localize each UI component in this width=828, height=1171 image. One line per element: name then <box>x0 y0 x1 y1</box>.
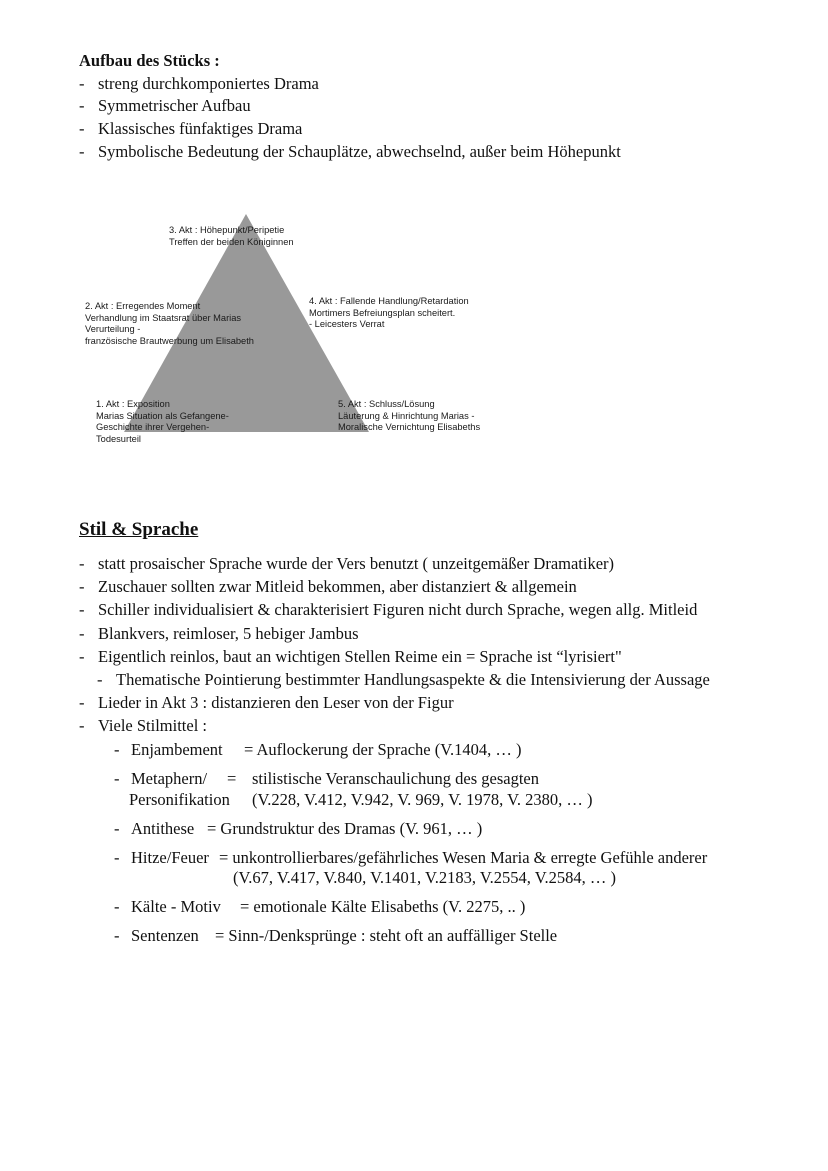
stil-item: statt prosaischer Sprache wurde der Vers benutzt ( unzeitgemäßer Dramatiker) <box>98 554 615 573</box>
bullet-dash: - <box>79 74 85 93</box>
stilmittel-references: (V.67, V.417, V.840, V.1401, V.2183, V.2554, V.2584, … ) <box>233 868 616 887</box>
stilmittel-term: Personifikation <box>129 790 230 809</box>
aufbau-item: Klassisches fünfaktiges Drama <box>98 119 303 138</box>
bullet-dash: - <box>114 926 120 945</box>
label-akt4: 4. Akt : Fallende Handlung/Retardation Mortimers Befreiungsplan scheitert. - Leicesters Verrat <box>309 296 469 330</box>
bullet-dash: - <box>79 600 85 619</box>
label-akt3: 3. Akt : Höhepunkt/Peripetie Treffen der beiden Königinnen <box>169 225 294 247</box>
stilmittel-term: Sentenzen <box>131 926 199 945</box>
label-akt5: 5. Akt : Schluss/Lösung Läuterung & Hinrichtung Marias - Moralische Vernichtung Elisabeths <box>338 399 481 433</box>
section-heading-aufbau: Aufbau des Stücks : <box>79 51 220 70</box>
bullet-dash: - <box>79 647 85 666</box>
stilmittel-definition: = Sinn-/Denksprünge : steht oft an auffälliger Stelle <box>215 926 558 945</box>
bullet-dash: - <box>79 693 85 712</box>
label-akt1: 1. Akt : Exposition Marias Situation als Gefangene- Geschichte ihrer Vergehen- Todesurteil <box>96 399 229 444</box>
bullet-dash: - <box>114 769 120 788</box>
bullet-dash: - <box>114 848 120 867</box>
bullet-dash: - <box>79 577 85 596</box>
stil-item: Schiller individualisiert & charakterisiert Figuren nicht durch Sprache, wegen allg. Mitleid <box>98 600 698 619</box>
bullet-dash: - <box>79 96 85 115</box>
bullet-dash: - <box>79 119 85 138</box>
aufbau-item: Symbolische Bedeutung der Schauplätze, abwechselnd, außer beim Höhepunkt <box>98 142 621 161</box>
stilmittel-definition: stilistische Veranschaulichung des gesagten <box>252 769 540 788</box>
aufbau-item: streng durchkomponiertes Drama <box>98 74 319 93</box>
stil-item: Eigentlich reinlos, baut an wichtigen Stellen Reime ein = Sprache ist “lyrisiert" <box>98 647 622 666</box>
section-heading-stil: Stil & Sprache <box>79 519 199 540</box>
stilmittel-term: Kälte - Motiv <box>131 897 221 916</box>
stil-item: Lieder in Akt 3 : distanzieren den Leser von der Figur <box>98 693 454 712</box>
bullet-dash: - <box>114 897 120 916</box>
bullet-dash: - <box>79 142 85 161</box>
bullet-dash: - <box>114 819 120 838</box>
stilmittel-definition: = Auflockerung der Sprache (V.1404, … ) <box>244 740 522 759</box>
stilmittel-definition: = Grundstruktur des Dramas (V. 961, … ) <box>207 819 483 838</box>
stilmittel-term: Antithese <box>131 819 195 838</box>
aufbau-item: Symmetrischer Aufbau <box>98 96 251 115</box>
bullet-dash: - <box>114 740 120 759</box>
stil-item: Zuschauer sollten zwar Mitleid bekommen, aber distanziert & allgemein <box>98 577 577 596</box>
stilmittel-definition: = unkontrollierbares/gefährliches Wesen Maria & erregte Gefühle anderer <box>219 848 708 867</box>
bullet-dash: - <box>79 624 85 643</box>
stilmittel-definition: = emotionale Kälte Elisabeths (V. 2275, .. ) <box>240 897 526 916</box>
stil-subitem: Thematische Pointierung bestimmter Handlungsaspekte & die Intensivierung der Aussage <box>116 670 710 689</box>
stilmittel-references: (V.228, V.412, V.942, V. 969, V. 1978, V. 2380, … ) <box>252 790 593 809</box>
stil-item: Viele Stilmittel : <box>98 716 207 735</box>
bullet-dash: - <box>79 554 85 573</box>
stilmittel-term: Enjambement <box>131 740 223 759</box>
stilmittel-term: Hitze/Feuer <box>131 848 209 867</box>
label-akt2: 2. Akt : Erregendes Moment Verhandlung im Staatsrat über Marias Verurteilung - französische Brautwerbung um Elisabeth <box>85 301 254 346</box>
stilmittel-term: Metaphern/ <box>131 769 208 788</box>
bullet-dash: - <box>79 716 85 735</box>
bullet-dash: - <box>97 670 103 689</box>
stilmittel-equals: = <box>227 769 237 788</box>
stil-item: Blankvers, reimloser, 5 hebiger Jambus <box>98 624 359 643</box>
